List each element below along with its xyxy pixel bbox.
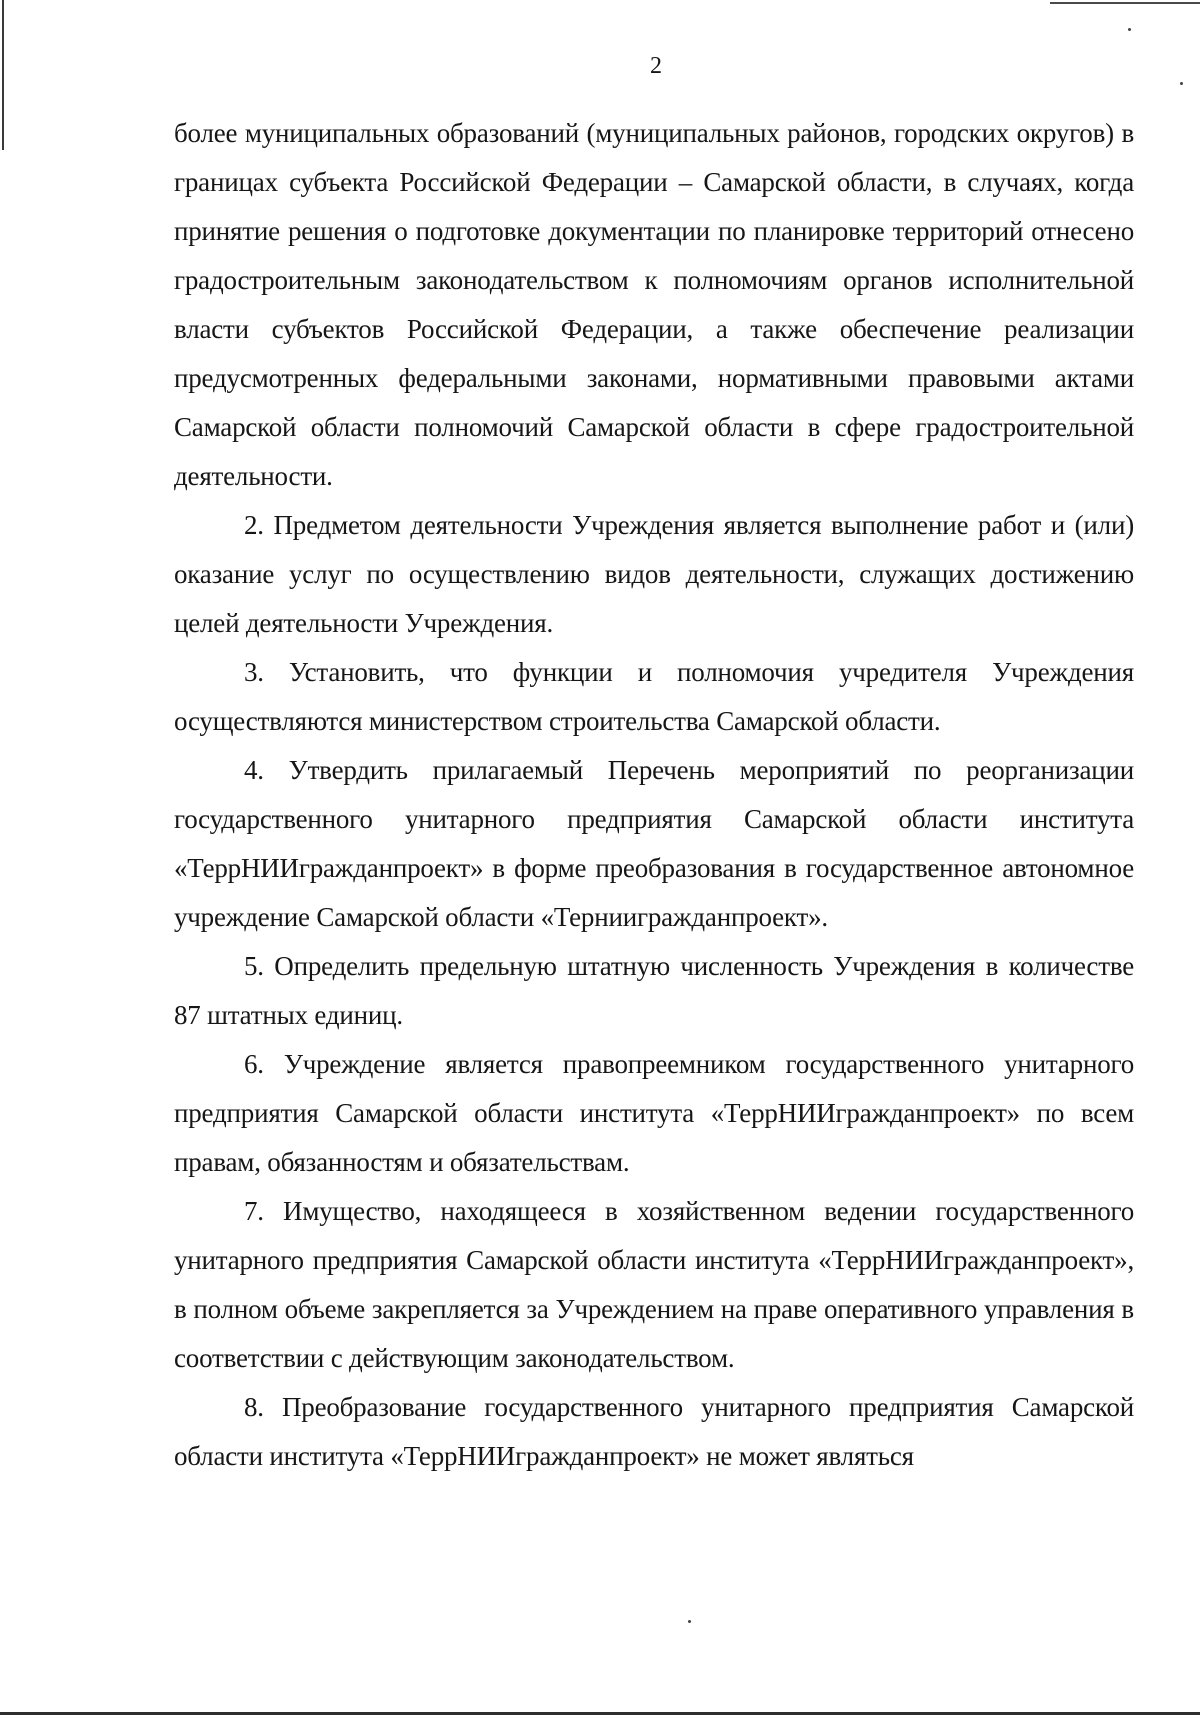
- paragraph-5: 5. Определить предельную штатную численность Учреждения в количестве 87 штатных единиц.: [174, 951, 1134, 1030]
- scan-edge-top: [1050, 2, 1200, 4]
- paragraph-8: 8. Преобразование государственного унитарного предприятия Самарской области института «ТеррНИИгражданпроект» не может являться: [174, 1392, 1134, 1471]
- page-number: 2: [650, 53, 662, 79]
- paragraph-7: 7. Имущество, находящееся в хозяйственном ведении государственного унитарного предприятия Самарской области института «ТеррНИИгражданпроект», в полном объеме закрепляется за Учреждением на праве оперативного управления в соответствии с действующим законодательством.: [174, 1196, 1134, 1373]
- scan-speck: [1128, 28, 1131, 31]
- scan-edge-bottom: [0, 1712, 1200, 1715]
- document-body: [174, 109, 1134, 1481]
- paragraph-4: 4. Утвердить прилагаемый Перечень мероприятий по реорганизации государственного унитарного предприятия Самарской области института «ТеррНИИгражданпроект» в форме преобразования в государственное автономное учреждение Самарской области «Терниигражданпроект».: [174, 755, 1134, 932]
- scan-speck: [688, 1620, 691, 1623]
- paragraph-2: 2. Предметом деятельности Учреждения является выполнение работ и (или) оказание услуг по осуществлению видов деятельности, служащих достижению целей деятельности Учреждения.: [174, 510, 1134, 638]
- paragraph-1-continued: более муниципальных образований (муниципальных районов, городских округов) в границах субъекта Российской Федерации – Самарской области, в случаях, когда принятие решения о подготовке документации по планировке территорий отнесено градостроительным законодательством к полномочиям органов исполнительной власти субъектов Российской Федерации, а также обеспечение реализации предусмотренных федеральными законами, нормативными правовыми актами Самарской области полномочий Самарской области в сфере градостроительной деятельности.: [174, 118, 1134, 491]
- paragraph-6: 6. Учреждение является правопреемником государственного унитарного предприятия Самарской области института «ТеррНИИгражданпроект» по всем правам, обязанностям и обязательствам.: [174, 1049, 1134, 1177]
- scan-speck: [1180, 82, 1183, 85]
- paragraph-3: 3. Установить, что функции и полномочия учредителя Учреждения осуществляются министерством строительства Самарской области.: [174, 657, 1134, 736]
